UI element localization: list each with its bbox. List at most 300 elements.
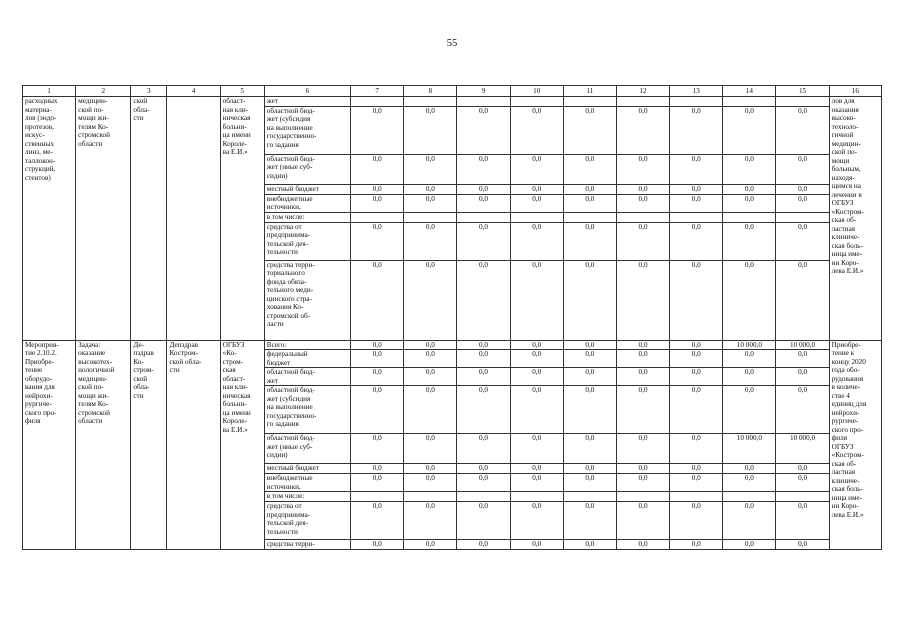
- value-cell: [510, 474, 563, 492]
- value-cell-text: 0,0: [585, 194, 595, 203]
- value-cell: [723, 184, 776, 194]
- funding-source-cell-text: областной бюд- жет (субсидия на выполнение государственно- го задания: [266, 106, 317, 149]
- column-header: 6: [264, 86, 350, 97]
- value-cell: [457, 350, 510, 368]
- value-cell-text: 0,0: [532, 386, 542, 394]
- value-cell-text: 0,0: [479, 350, 489, 358]
- value-cell-text: 0,0: [532, 474, 542, 482]
- column-header: 9: [457, 86, 510, 97]
- value-cell: [351, 340, 404, 350]
- activity-cell-text: расходных материа- лов (эндо- протезов, искус- ственных линз, ме- таллокон- струкций, стентов): [25, 97, 58, 182]
- value-cell: [510, 540, 563, 550]
- value-cell: [563, 464, 616, 474]
- value-cell: [723, 340, 776, 350]
- value-cell: [670, 106, 723, 154]
- value-cell: [404, 154, 457, 184]
- value-cell: [616, 540, 669, 550]
- value-cell: [616, 154, 669, 184]
- activity-cell-text: Мероприя- тие 2.10.2. Приобре- тение оборудо- вания для нейрохи- рургиче- ского про- филя: [25, 340, 59, 425]
- value-cell-text: 0,0: [798, 106, 808, 115]
- column-header: 3: [131, 86, 167, 97]
- value-cell-text: 0,0: [638, 350, 648, 358]
- value-cell: [457, 464, 510, 474]
- funding-source-cell: [264, 106, 350, 154]
- value-cell-text: 0,0: [744, 154, 754, 163]
- table-row: [23, 340, 882, 350]
- value-cell-text: 0,0: [425, 464, 435, 472]
- value-cell-text: 0,0: [638, 368, 648, 376]
- executor-cell: [167, 340, 220, 550]
- value-cell: [616, 368, 669, 386]
- value-cell-text: 0,0: [638, 154, 648, 163]
- value-cell-text: 0,0: [425, 106, 435, 115]
- value-cell: [670, 184, 723, 194]
- value-cell: [404, 340, 457, 350]
- value-cell: [670, 222, 723, 260]
- value-cell-text: 0,0: [638, 260, 648, 269]
- value-cell: [457, 386, 510, 434]
- value-cell: [510, 194, 563, 212]
- value-cell: [457, 194, 510, 212]
- value-cell-text: 0,0: [585, 260, 595, 269]
- value-cell-text: 0,0: [425, 474, 435, 482]
- value-cell-text: 0,0: [425, 386, 435, 394]
- value-cell: [723, 212, 776, 222]
- value-cell: [723, 106, 776, 154]
- value-cell-text: 0,0: [798, 184, 808, 193]
- value-cell: [670, 492, 723, 502]
- value-cell: [776, 368, 829, 386]
- value-cell-text: 0,0: [372, 474, 382, 482]
- funding-source-cell-text: средства терри-: [266, 540, 315, 548]
- value-cell: [351, 474, 404, 492]
- coordinator-cell-text: Де- пздрав Ко- стром- ской обла- сти: [133, 340, 154, 400]
- value-cell: [776, 434, 829, 464]
- value-cell: [723, 502, 776, 540]
- funding-source-cell-text: Всего:: [266, 340, 287, 349]
- value-cell: [563, 154, 616, 184]
- value-cell-text: 0,0: [479, 386, 489, 394]
- value-cell: [404, 502, 457, 540]
- value-cell: [404, 212, 457, 222]
- value-cell: [351, 350, 404, 368]
- value-cell: [563, 340, 616, 350]
- column-header: 5: [220, 86, 264, 97]
- value-cell: [404, 492, 457, 502]
- value-cell-text: 0,0: [532, 260, 542, 269]
- value-cell: [616, 184, 669, 194]
- column-header: 15: [776, 86, 829, 97]
- value-cell: [670, 368, 723, 386]
- value-cell: [616, 502, 669, 540]
- value-cell-text: 0,0: [532, 154, 542, 163]
- value-cell: [670, 434, 723, 464]
- value-cell: [510, 260, 563, 340]
- value-cell-text: 0,0: [372, 106, 382, 115]
- value-cell: [404, 540, 457, 550]
- value-cell: [723, 474, 776, 492]
- value-cell: [776, 340, 829, 350]
- value-cell: [616, 474, 669, 492]
- value-cell-text: 10 000,0: [736, 434, 762, 442]
- value-cell-text: 0,0: [744, 464, 754, 472]
- value-cell-text: 0,0: [638, 502, 648, 510]
- value-cell: [670, 386, 723, 434]
- value-cell-text: 0,0: [425, 194, 435, 203]
- value-cell: [563, 194, 616, 212]
- value-cell: [457, 368, 510, 386]
- value-cell-text: 0,0: [744, 502, 754, 510]
- value-cell-text: 0,0: [372, 464, 382, 472]
- value-cell: [616, 386, 669, 434]
- column-header: 16: [829, 86, 881, 97]
- value-cell: [351, 97, 404, 107]
- value-cell-text: 0,0: [638, 194, 648, 203]
- value-cell-text: 0,0: [532, 106, 542, 115]
- value-cell-text: 0,0: [744, 350, 754, 358]
- page-number: 55: [446, 38, 458, 49]
- value-cell: [404, 194, 457, 212]
- value-cell: [510, 464, 563, 474]
- value-cell: [351, 434, 404, 464]
- value-cell-text: 0,0: [372, 154, 382, 163]
- value-cell: [670, 474, 723, 492]
- value-cell: [776, 184, 829, 194]
- value-cell: [510, 368, 563, 386]
- value-cell: [510, 386, 563, 434]
- value-cell-text: 0,0: [479, 502, 489, 510]
- value-cell: [563, 97, 616, 107]
- value-cell-text: 0,0: [479, 106, 489, 115]
- value-cell: [510, 154, 563, 184]
- value-cell: [404, 386, 457, 434]
- task-cell-text: медицин- ской по- мощи жи- телям Ко- стромской области: [78, 97, 110, 148]
- value-cell-text: 0,0: [585, 464, 595, 472]
- result-cell-text: Приобре- тение к концу 2020 года обо- рудования в количе- стве 4 единиц для нейрохи- рургиче- ского про- филя ОГБУЗ «Костром- ская об- ластная клиниче- ская боль- ница име- ни Коро- лева Е.И.»: [831, 340, 867, 519]
- value-cell-text: 0,0: [585, 540, 595, 548]
- value-cell: [616, 222, 669, 260]
- value-cell: [510, 434, 563, 464]
- coordinator-cell: [131, 97, 167, 341]
- task-cell: [76, 97, 131, 341]
- funding-source-cell-text: местный бюджет: [266, 464, 319, 472]
- value-cell: [670, 350, 723, 368]
- funding-source-cell: [264, 502, 350, 540]
- funding-source-cell: [264, 184, 350, 194]
- activity-cell: [23, 97, 76, 341]
- value-cell: [616, 350, 669, 368]
- value-cell-text: 0,0: [691, 502, 701, 510]
- value-cell-text: 0,0: [691, 474, 701, 482]
- value-cell-text: 0,0: [479, 154, 489, 163]
- value-cell-text: 0,0: [691, 340, 701, 349]
- value-cell: [351, 154, 404, 184]
- value-cell: [670, 154, 723, 184]
- funding-source-cell-text: областной бюд- жет: [266, 368, 315, 385]
- value-cell-text: 0,0: [744, 260, 754, 269]
- value-cell-text: 0,0: [798, 350, 808, 358]
- value-cell: [670, 194, 723, 212]
- column-header: 2: [76, 86, 131, 97]
- value-cell-text: 0,0: [532, 194, 542, 203]
- value-cell: [404, 350, 457, 368]
- value-cell-text: 0,0: [798, 502, 808, 510]
- value-cell: [457, 154, 510, 184]
- value-cell: [404, 260, 457, 340]
- value-cell: [563, 212, 616, 222]
- value-cell-text: 0,0: [425, 434, 435, 442]
- value-cell-text: 0,0: [425, 184, 435, 193]
- value-cell-text: 0,0: [479, 194, 489, 203]
- value-cell-text: 0,0: [372, 260, 382, 269]
- value-cell-text: 0,0: [744, 106, 754, 115]
- value-cell: [351, 184, 404, 194]
- funding-source-cell: [264, 434, 350, 464]
- result-cell: [829, 97, 881, 341]
- funding-source-cell-text: областной бюд- жет (субсидия на выполнение государственно- го задания: [266, 386, 317, 428]
- funding-source-cell: [264, 386, 350, 434]
- value-cell-text: 0,0: [691, 184, 701, 193]
- value-cell: [723, 350, 776, 368]
- value-cell-text: 0,0: [691, 368, 701, 376]
- value-cell-text: 0,0: [479, 540, 489, 548]
- value-cell-text: 0,0: [691, 154, 701, 163]
- value-cell: [457, 106, 510, 154]
- funding-source-cell-text: областной бюд- жет (иные суб- сидии): [266, 154, 315, 180]
- value-cell: [723, 97, 776, 107]
- value-cell-text: 0,0: [691, 194, 701, 203]
- value-cell-text: 0,0: [744, 222, 754, 231]
- value-cell: [723, 154, 776, 184]
- value-cell: [510, 350, 563, 368]
- value-cell: [723, 368, 776, 386]
- value-cell-text: 0,0: [585, 184, 595, 193]
- funding-source-cell: [264, 474, 350, 492]
- value-cell: [563, 502, 616, 540]
- funding-source-cell-text: жет: [266, 97, 278, 105]
- value-cell-text: 0,0: [638, 386, 648, 394]
- value-cell: [351, 386, 404, 434]
- value-cell-text: 0,0: [425, 540, 435, 548]
- value-cell: [351, 464, 404, 474]
- value-cell-text: 0,0: [372, 340, 382, 349]
- value-cell: [616, 97, 669, 107]
- value-cell-text: 0,0: [425, 502, 435, 510]
- funding-source-cell-text: областной бюд- жет (иные суб- сидии): [266, 434, 315, 459]
- value-cell: [563, 474, 616, 492]
- value-cell: [457, 340, 510, 350]
- value-cell: [776, 97, 829, 107]
- column-header: 4: [167, 86, 220, 97]
- funding-source-cell-text: федеральный бюджет: [266, 350, 308, 367]
- value-cell-text: 0,0: [744, 474, 754, 482]
- value-cell-text: 0,0: [585, 368, 595, 376]
- value-cell: [723, 434, 776, 464]
- value-cell-text: 0,0: [691, 386, 701, 394]
- value-cell: [616, 106, 669, 154]
- value-cell-text: 0,0: [585, 106, 595, 115]
- value-cell: [723, 194, 776, 212]
- value-cell-text: 0,0: [585, 474, 595, 482]
- value-cell-text: 0,0: [372, 386, 382, 394]
- value-cell-text: 0,0: [744, 194, 754, 203]
- value-cell: [563, 184, 616, 194]
- value-cell-text: 0,0: [425, 350, 435, 358]
- value-cell-text: 0,0: [638, 540, 648, 548]
- value-cell: [776, 464, 829, 474]
- value-cell: [776, 222, 829, 260]
- value-cell: [404, 464, 457, 474]
- value-cell: [670, 260, 723, 340]
- value-cell-text: 0,0: [798, 540, 808, 548]
- value-cell: [563, 350, 616, 368]
- value-cell: [457, 260, 510, 340]
- executor-cell: [167, 97, 220, 341]
- value-cell: [563, 386, 616, 434]
- funding-source-cell-text: местный бюджет: [266, 184, 319, 193]
- funding-source-cell: [264, 340, 350, 350]
- funding-source-cell-text: средства от предпринима- тельской дея- тельности: [266, 222, 311, 256]
- funding-source-cell: [264, 464, 350, 474]
- value-cell: [563, 106, 616, 154]
- value-cell: [616, 340, 669, 350]
- column-header: 12: [616, 86, 669, 97]
- value-cell-text: 0,0: [425, 154, 435, 163]
- executor-cell-text: Депздрав Костром- ской обла- сти: [169, 340, 202, 374]
- value-cell: [616, 464, 669, 474]
- value-cell-text: 0,0: [372, 434, 382, 442]
- value-cell-text: 0,0: [585, 350, 595, 358]
- value-cell-text: 0,0: [744, 540, 754, 548]
- funding-source-cell: [264, 260, 350, 340]
- task-cell: [76, 340, 131, 550]
- value-cell-text: 10 000,0: [789, 340, 816, 349]
- funding-source-cell: [264, 368, 350, 386]
- value-cell: [776, 502, 829, 540]
- value-cell: [457, 492, 510, 502]
- institution-cell-text: област- ная кли- ническая больни- ца имени Короле- ва Е.И.»: [222, 97, 251, 156]
- value-cell: [776, 194, 829, 212]
- value-cell: [776, 540, 829, 550]
- column-header: 7: [351, 86, 404, 97]
- value-cell: [670, 540, 723, 550]
- institution-cell-text: ОГБУЗ «Ко- стром- ская област- ная кли- ническая больни- ца имени Короле- ва Е.И.»: [222, 340, 251, 434]
- header-row: [23, 86, 882, 97]
- value-cell: [776, 386, 829, 434]
- value-cell-text: 0,0: [372, 350, 382, 358]
- value-cell: [404, 106, 457, 154]
- value-cell-text: 0,0: [479, 434, 489, 442]
- funding-source-cell-text: внебюджетные источники,: [266, 194, 313, 211]
- value-cell: [616, 212, 669, 222]
- value-cell-text: 0,0: [479, 222, 489, 231]
- funding-source-cell: [264, 222, 350, 260]
- value-cell-text: 0,0: [425, 222, 435, 231]
- value-cell-text: 0,0: [479, 368, 489, 376]
- column-header: 1: [23, 86, 76, 97]
- value-cell: [776, 154, 829, 184]
- value-cell: [404, 97, 457, 107]
- value-cell: [510, 222, 563, 260]
- budget-table: [22, 85, 882, 550]
- value-cell-text: 0,0: [798, 222, 808, 231]
- value-cell-text: 0,0: [372, 222, 382, 231]
- funding-source-cell: [264, 154, 350, 184]
- value-cell-text: 0,0: [638, 434, 648, 442]
- value-cell: [351, 194, 404, 212]
- value-cell: [351, 106, 404, 154]
- column-header: 13: [670, 86, 723, 97]
- value-cell-text: 0,0: [691, 106, 701, 115]
- value-cell-text: 0,0: [532, 368, 542, 376]
- funding-source-cell-text: средства от предпринима- тельской дея- тельности: [266, 502, 311, 536]
- value-cell: [723, 222, 776, 260]
- column-header: 8: [404, 86, 457, 97]
- value-cell-text: 0,0: [585, 154, 595, 163]
- funding-source-cell: [264, 350, 350, 368]
- table-row: [23, 97, 882, 107]
- value-cell: [510, 492, 563, 502]
- value-cell-text: 0,0: [691, 434, 701, 442]
- value-cell-text: 0,0: [691, 260, 701, 269]
- value-cell-text: 0,0: [479, 260, 489, 269]
- value-cell: [616, 434, 669, 464]
- value-cell-text: 0,0: [585, 340, 595, 349]
- value-cell: [670, 212, 723, 222]
- value-cell-text: 0,0: [425, 368, 435, 376]
- column-header: 11: [563, 86, 616, 97]
- value-cell: [723, 464, 776, 474]
- value-cell: [351, 368, 404, 386]
- value-cell-text: 0,0: [532, 540, 542, 548]
- value-cell-text: 0,0: [638, 340, 648, 349]
- value-cell-text: 0,0: [532, 350, 542, 358]
- funding-source-cell: [264, 212, 350, 222]
- value-cell-text: 0,0: [798, 194, 808, 203]
- value-cell-text: 0,0: [638, 474, 648, 482]
- coordinator-cell: [131, 340, 167, 550]
- activity-cell: [23, 340, 76, 550]
- column-header: 10: [510, 86, 563, 97]
- value-cell-text: 0,0: [532, 184, 542, 193]
- value-cell-text: 0,0: [691, 464, 701, 472]
- value-cell-text: 0,0: [638, 106, 648, 115]
- value-cell: [351, 492, 404, 502]
- funding-source-cell: [264, 492, 350, 502]
- value-cell-text: 10 000,0: [736, 340, 762, 349]
- value-cell: [776, 260, 829, 340]
- value-cell: [510, 184, 563, 194]
- value-cell: [723, 540, 776, 550]
- value-cell: [404, 474, 457, 492]
- result-cell: [829, 340, 881, 550]
- value-cell-text: 0,0: [532, 222, 542, 231]
- value-cell-text: 0,0: [532, 502, 542, 510]
- value-cell-text: 0,0: [638, 222, 648, 231]
- value-cell-text: 0,0: [638, 464, 648, 472]
- coordinator-cell-text: ской обла- сти: [133, 97, 150, 122]
- funding-source-cell: [264, 540, 350, 550]
- value-cell: [457, 222, 510, 260]
- value-cell: [616, 194, 669, 212]
- value-cell-text: 0,0: [532, 340, 542, 349]
- value-cell: [670, 502, 723, 540]
- value-cell-text: 0,0: [744, 184, 754, 193]
- value-cell: [457, 434, 510, 464]
- value-cell-text: 0,0: [691, 540, 701, 548]
- value-cell: [563, 434, 616, 464]
- value-cell: [457, 212, 510, 222]
